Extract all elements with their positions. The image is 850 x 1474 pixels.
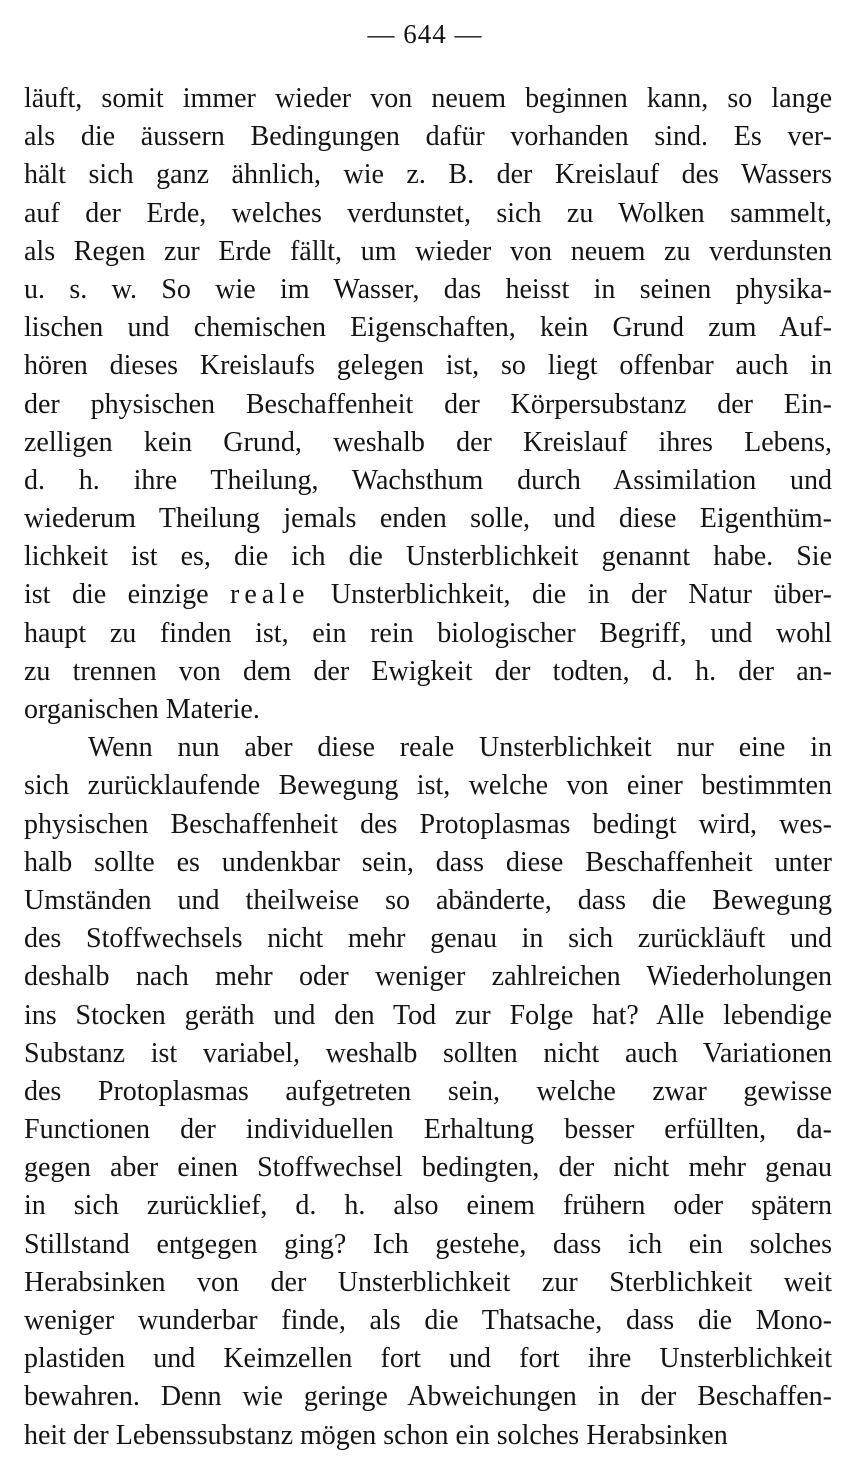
text-line: physischen Beschaffenheit des Protoplasmas bedingt wird, wes- (24, 808, 832, 840)
paragraph (24, 729, 832, 1455)
text-line: Substanz ist variabel, weshalb sollten nicht auch Variationen (24, 1037, 832, 1069)
text-line: bewahren. Denn wie geringe Abweichungen in der Beschaffen- (24, 1381, 832, 1413)
text-line: auf der Erde, welches verdunstet, sich zu Wolken sammelt, (24, 197, 832, 229)
text-line: Umständen und theilweise so abänderte, dass die Bewegung (24, 884, 832, 916)
text-line: plastiden und Keimzellen fort und fort ihre Unsterblichkeit (24, 1343, 832, 1375)
text-line: läuft, somit immer wieder von neuem beginnen kann, so lange (24, 83, 832, 114)
text-line: als Regen zur Erde fällt, um wieder von neuem zu verdunsten (24, 235, 832, 267)
text-line: als die äussern Bedingungen dafür vorhanden sind. Es ver- (24, 121, 832, 153)
text-line: deshalb nach mehr oder weniger zahlreichen Wiederholungen (24, 961, 832, 993)
text-line: des Stoffwechsels nicht mehr genau in sich zurückläuft und (24, 923, 832, 955)
text-line: zelligen kein Grund, weshalb der Kreislauf ihres Lebens, (24, 426, 832, 458)
text-line: ins Stocken geräth und den Tod zur Folge hat? Alle lebendige (24, 999, 832, 1031)
text-line: heit der Lebenssubstanz mögen schon ein solches Herabsinken (24, 1419, 728, 1451)
page-number: — 644 — (367, 19, 483, 49)
text-line: ist die einzige reale Unsterblichkeit, die in der Natur über- (24, 579, 832, 611)
text-line: halb sollte es undenkbar sein, dass diese Beschaffenheit unter (24, 846, 832, 878)
paragraph (24, 80, 832, 729)
text-line: des Protoplasmas aufgetreten sein, welche zwar gewisse (24, 1075, 832, 1107)
text-line: Stillstand entgegen ging? Ich gestehe, dass ich ein solches (24, 1228, 832, 1260)
text-line: gegen aber einen Stoffwechsel bedingten, der nicht mehr genau (24, 1152, 832, 1184)
text-line: der physischen Beschaffenheit der Körpersubstanz der Ein- (24, 388, 832, 420)
text-line: sich zurücklaufende Bewegung ist, welche von einer bestimmten (24, 770, 832, 802)
text-line: weniger wunderbar finde, als die Thatsache, dass die Mono- (24, 1305, 832, 1336)
text-line: lichkeit ist es, die ich die Unsterblichkeit genannt habe. Sie (24, 541, 832, 573)
text-line: hält sich ganz ähnlich, wie z. B. der Kreislauf des Wassers (24, 159, 832, 191)
text-line: Herabsinken von der Unsterblichkeit zur Sterblichkeit weit (24, 1266, 832, 1298)
emphasized-word: reale (230, 579, 310, 611)
text-line: wiederum Theilung jemals enden solle, und diese Eigenthüm- (24, 503, 832, 535)
text-line: Wenn nun aber diese reale Unsterblichkeit nur eine in (88, 732, 832, 764)
text-line: zu trennen von dem der Ewigkeit der todten, d. h. der an- (24, 655, 832, 687)
text-line: lischen und chemischen Eigenschaften, kein Grund zum Auf- (24, 312, 832, 344)
text-line: in sich zurücklief, d. h. also einem frühern oder spätern (24, 1190, 832, 1222)
text-line: hören dieses Kreislaufs gelegen ist, so liegt offenbar auch in (24, 350, 832, 382)
text-line: organischen Materie. (24, 694, 260, 725)
text-line: u. s. w. So wie im Wasser, das heisst in seinen physika- (24, 273, 832, 305)
text-line: haupt zu finden ist, ein rein biologischer Begriff, und wohl (24, 617, 832, 649)
body-text (24, 80, 832, 1455)
text-line: Functionen der individuellen Erhaltung besser erfüllten, da- (24, 1114, 832, 1146)
text-line: d. h. ihre Theilung, Wachsthum durch Assimilation und (24, 464, 832, 496)
